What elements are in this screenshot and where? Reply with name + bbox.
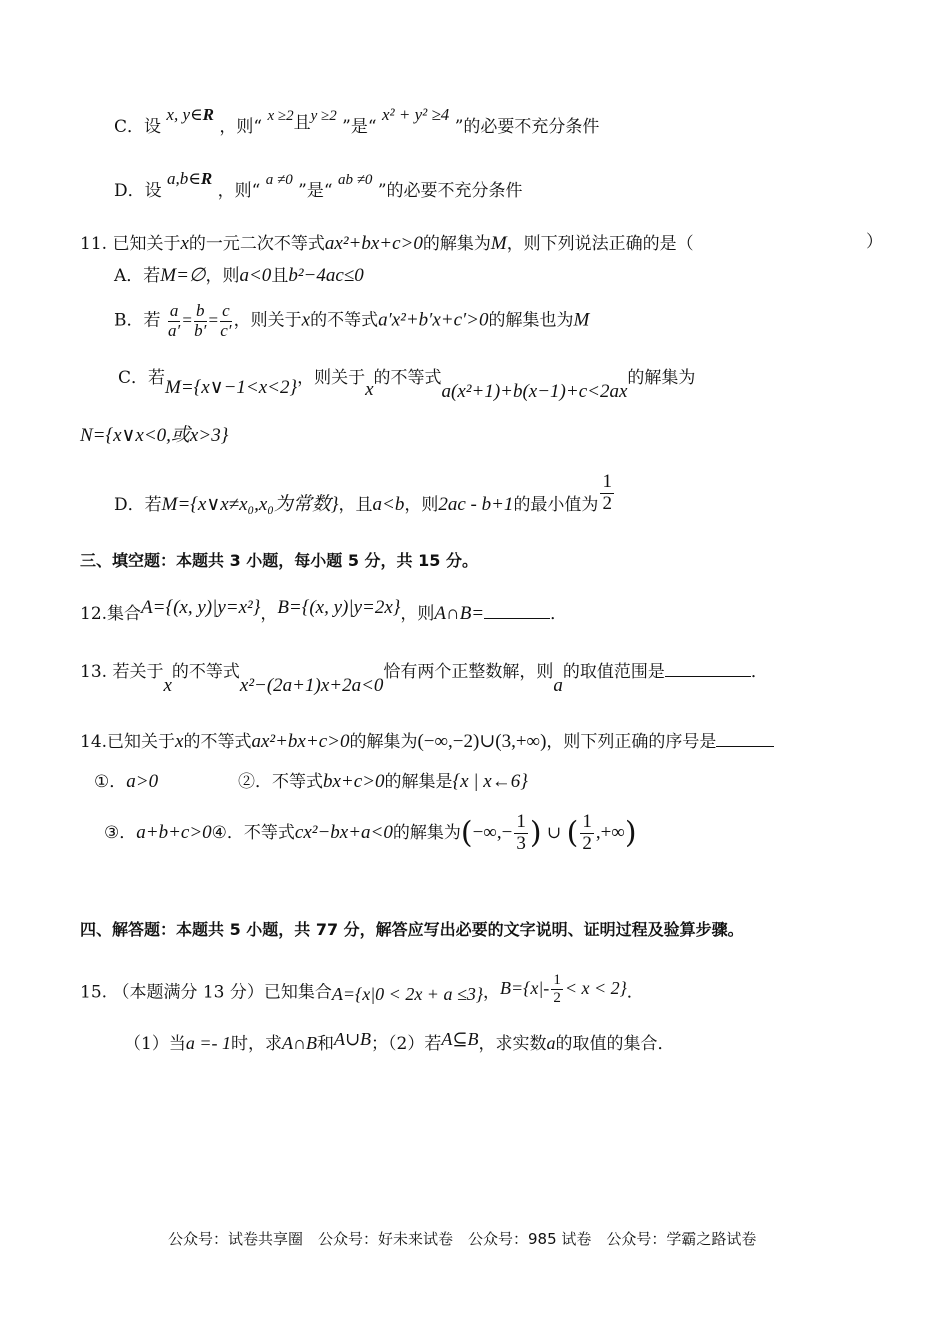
text: ，则 [400, 604, 435, 624]
expr: x ≥2 [267, 108, 294, 124]
denominator: 2 [602, 492, 612, 514]
expr: x² + y² ≥4 [381, 105, 450, 124]
q15-parts [124, 1029, 675, 1054]
text: 的解集为 [349, 732, 418, 752]
text: ，则下列说法正确的是（ [506, 234, 694, 254]
var: M [490, 233, 507, 254]
cond-text: a,b∈ [167, 169, 201, 188]
text: ） [866, 232, 883, 252]
expr: A∩B [281, 1033, 317, 1053]
text: ． [750, 662, 768, 682]
q11-option-c [118, 368, 696, 402]
fraction-b: $\frac{b}{b'}$ [194, 301, 207, 340]
fraction-one-half [580, 812, 594, 855]
expr: A∩B= [434, 603, 485, 624]
set-A: A={(x, y)|y=x²} [141, 597, 261, 618]
inequality: ax²+bx+c>0 [324, 233, 423, 254]
text: ，则“ [217, 181, 261, 201]
text: ，则下列正确的序号是 [546, 732, 717, 752]
answer-bracket-close [866, 234, 883, 251]
text: 的取值范围是 [562, 662, 665, 682]
expr: y ≥2 [310, 108, 337, 124]
text: 的最小值为 [513, 494, 599, 515]
fraction-one-half [600, 472, 614, 515]
option-label: B．若 [114, 310, 161, 331]
var: a [553, 675, 563, 696]
section-title: 三、填空题：本题共 3 小题，每小题 5 分，共 15 分。 [80, 551, 478, 570]
var: M [573, 309, 590, 331]
solution-interval: (−∞,−2)∪(3,+∞) [417, 731, 547, 752]
option-label: D．设 [114, 181, 162, 201]
var: a [546, 1033, 556, 1053]
text: 的不等式 [373, 368, 442, 388]
set-M: M={x∨−1<x<2} [165, 377, 298, 398]
text: ． [550, 604, 568, 624]
footer [168, 1232, 756, 1247]
answer-blank[interactable] [665, 676, 751, 677]
condition-expr [166, 105, 214, 124]
var: x [180, 233, 189, 254]
text: ， [260, 604, 278, 624]
text: 的不等式 [171, 662, 240, 682]
expr: b²−4ac≤0 [288, 265, 364, 286]
interval-part: ,+∞ [595, 821, 625, 843]
real-set: R [200, 169, 213, 188]
q11-option-d [114, 471, 616, 527]
expr: a+b+c>0 [136, 821, 212, 843]
condition: a =- 1 [185, 1033, 231, 1053]
set-B-part: B={x|- [500, 977, 550, 998]
part-label: （1）当 [124, 1034, 186, 1054]
q11-option-b: B．若 $\frac{a}{a'}$ = $\frac{b}{b'}$ = $\frac{c}{c'}$ ，则关于x的不等式a′x²+b′x+c′>0的解集也为M [114, 301, 590, 340]
q14-option-1 [94, 772, 158, 791]
expr: a<b [372, 493, 405, 515]
fraction-a: $\frac{a}{a'}$ [168, 301, 181, 340]
answer-blank[interactable] [484, 618, 550, 619]
text: 的解集也为 [488, 310, 574, 331]
q15-stem [80, 972, 644, 1010]
condition: A⊆B [441, 1029, 479, 1049]
text: 的不等式 [183, 732, 252, 752]
option-label: D．若 [114, 494, 162, 515]
text: 11. 已知关于 [80, 234, 181, 254]
text: ，则“ [219, 117, 263, 137]
numerator: 1 [582, 811, 592, 832]
solution-set: {x | x←6} [452, 771, 528, 792]
expr: a>0 [126, 771, 159, 792]
expr: A∪B [333, 1029, 372, 1049]
option-label: ③． [104, 822, 137, 843]
option-label: A．若 [114, 266, 161, 286]
text: 的解集为 [422, 234, 491, 254]
text: 的一元二次不等式 [188, 234, 325, 254]
text: ”的必要不充分条件 [377, 181, 523, 201]
set-A: A={x|0 < 2x + a ≤3} [331, 983, 484, 1004]
set-B: B={(x, y)|y=2x} [277, 597, 401, 618]
question-label: 12.集合 [80, 604, 142, 624]
expr: bx+c>0 [323, 771, 385, 792]
expr: ab ≠0 [337, 172, 373, 188]
var: x [163, 675, 172, 696]
q11-option-a [114, 266, 364, 285]
text: ； [371, 1034, 389, 1054]
fraction-one-half [551, 972, 563, 1006]
text: ”的必要不充分条件 [454, 117, 600, 137]
option-label: ①． [94, 772, 127, 792]
q14-option-3-4: ③．a+b+c>0④．不等式cx²−bx+a<0的解集为(−∞,− $\frac{1}{3}$ ) ∪ ( $\frac{1}{2}$ ,+∞) [104, 811, 637, 854]
question-label: 14.已知关于 [80, 732, 176, 752]
text: ”是“ [342, 117, 377, 137]
text: ，求实数 [478, 1034, 547, 1054]
text: 的解集是 [384, 772, 453, 792]
text: ”是“ [298, 181, 333, 201]
var: x [301, 309, 311, 331]
footer-text: 公众号：试卷共享圈 公众号：好未来试卷 公众号：985 试卷 公众号：学霸之路试卷 [168, 1230, 757, 1248]
text: 的不等式 [310, 310, 379, 331]
text: ． [626, 982, 644, 1003]
text: 且 [271, 266, 289, 286]
denominator: 3 [516, 832, 526, 854]
option-label: ②．不等式 [238, 772, 323, 792]
q14-option-2 [238, 772, 528, 791]
text: ，则关于 [297, 368, 366, 388]
cond-text: x, y∈ [166, 105, 203, 124]
text: ，则 [205, 266, 240, 286]
q13 [80, 662, 768, 696]
q10-option-c [114, 105, 600, 137]
text: 的解集为 [392, 822, 461, 843]
option-label: ④．不等式 [211, 822, 295, 843]
q12 [80, 597, 568, 624]
section-3-heading [80, 553, 478, 569]
text: 的取值的集合． [555, 1034, 675, 1054]
section-title: 四、解答题：本题共 5 小题，共 77 分，解答应写出必要的文字说明、证明过程及验算步骤。 [80, 920, 744, 939]
text: 和 [316, 1034, 334, 1054]
fraction-c: $\frac{c}{c'}$ [220, 301, 232, 340]
question-label: 13. 若关于 [80, 662, 164, 682]
inequality: a′x²+b′x+c′>0 [378, 309, 489, 331]
numerator: 1 [516, 811, 526, 832]
text: ， [483, 982, 501, 1003]
union-symbol: ∪ [546, 822, 562, 842]
set-M: M={x∨x≠x₀,x₀为常数} [161, 493, 339, 515]
inequality: x²−(2a+1)x+2a<0 [239, 675, 384, 696]
interval-part: −∞,− [472, 821, 513, 843]
inequality: a(x²+1)+b(x−1)+c<2ax [441, 381, 628, 402]
option-label: C．设 [114, 117, 162, 137]
numerator: 1 [553, 972, 561, 988]
expr: a<0 [239, 265, 272, 286]
var: x [175, 731, 184, 752]
text: 时，求 [230, 1034, 282, 1054]
denominator: 2 [553, 989, 561, 1006]
text: ，则关于 [233, 310, 302, 331]
text: ，则 [404, 494, 439, 515]
part-label: （2）若 [388, 1034, 442, 1054]
var: x [365, 379, 374, 400]
text: 恰有两个正整数解，则 [383, 662, 554, 682]
text: ，且 [338, 494, 373, 515]
fraction-one-third [514, 812, 528, 855]
answer-blank[interactable] [716, 746, 774, 747]
q11-option-c-solution [80, 426, 228, 445]
expr: cx²−bx+a<0 [294, 821, 393, 843]
q10-option-d [114, 169, 523, 201]
q11-stem [80, 234, 694, 253]
section-4-heading [80, 922, 744, 938]
numerator: 1 [602, 471, 612, 492]
condition-expr [167, 169, 212, 188]
text: 且 [293, 113, 311, 133]
expr: M=∅ [160, 265, 206, 286]
real-set: R [202, 105, 214, 124]
set-N: N={x∨x<0,或x>3} [80, 425, 229, 446]
expr: a ≠0 [265, 172, 293, 188]
inequality: ax²+bx+c>0 [251, 731, 350, 752]
option-label: C．若 [118, 368, 166, 388]
set-B-part: < x < 2} [564, 977, 627, 998]
text: 的解集为 [627, 368, 696, 388]
question-label: 15. （本题满分 13 分）已知集合 [80, 982, 332, 1003]
q14-stem [80, 732, 774, 751]
expr: 2ac - b+1 [438, 493, 514, 515]
denominator: 2 [582, 832, 592, 854]
